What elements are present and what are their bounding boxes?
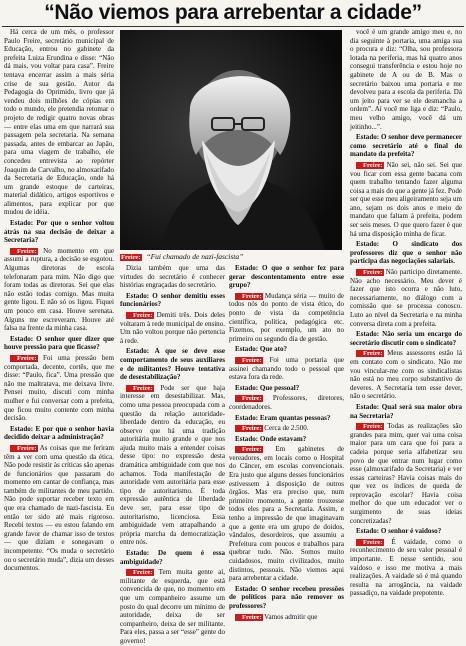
- caption-speaker-badge: Freire:: [121, 254, 141, 261]
- speaker-estado-label: Estado:: [10, 424, 34, 433]
- article-paragraph: Estado: Qual será sua maior obra na Secretaria?: [350, 402, 462, 420]
- article-paragraph: Freire: Pode ser que haja interesse em desestabilizar. Mas, como uma pessoa preocupada com a questão da relação autoridade-liberdade dentro da educação, eu observo que há uma tradição autoritária muito grande e que nos ajuda muito mais a entender coisas desse tipo: no expressão desta dramática ambiguidade com que nos achamos. Toda manifestação de autoridade vem autoritária para esse tipo de autoritarismo. É toda expressão autêntica de liberdade deve ser, para esse tipo de autoritarismo, licenciosa. Essa ambiguidade vem atrapalhando a própria marcha da democratização entre nós.: [120, 383, 225, 547]
- article-paragraph: Freire: Todas as realizações são grandes para mim, quer vai uma coisa maior para um cara que foi para a cadeia porque seria alfabetizar seu povo de que entrar num lugar como esse (almoxarifado da Secretaria) e ver essas carteiras? Havia coisas mais do que vez os índices de queda de reprovação escolar? Havia coisa melhor do que um educador ver o surgimento de suas ideias concretizadas?: [350, 422, 462, 525]
- speaker-estado-label: Estado:: [126, 347, 150, 356]
- article-paragraph: você é um grande amigo meu e, no dia seguinte à portaria, uma amiga sua o procura e diz: “Olha, sou professora lotada na periferia, mas há quatro anos consegui transferência e estou hoje no gabinete de A ou de B. Mas o secretário baixou uma portaria e me devolveu para a escola da periferia. Dá um jeito para ver se ele desmancha a ordem”. Aí você me liga e diz: “Paulo, meu velho amigo, você dá um jeitinho...”.: [350, 28, 462, 131]
- article-paragraph: Freire: Foi uma pressão bem comportada, decente, cortês, que me disse: “Paulo, fica”. Uma pressão que não me maltratava, me deixava livre. Pensei muito, discuti com minha mulher e fui conversar com a prefeita, que ficou muito contente com minha decisão.: [4, 353, 114, 423]
- article-paragraph: Estado: O senhor recebeu pressões de políticos para não remover os professores?: [229, 584, 344, 610]
- speaker-freire-badge: Freire:: [10, 445, 38, 452]
- speaker-estado-label: Estado:: [126, 291, 150, 300]
- article-paragraph: Freire: Foi uma portaria que assinei chamando todo o pessoal que estava fora da rede.: [229, 355, 344, 382]
- article-paragraph: Freire: Vamos admitir que: [229, 613, 344, 622]
- speaker-estado-label: Estado:: [235, 345, 259, 354]
- article-paragraph: Estado: Por que o senhor voltou atrás na sua decisão de deixar a Secretaria?: [4, 219, 114, 245]
- speaker-freire-badge: Freire:: [356, 350, 384, 357]
- article-paragraph: Estado: O senhor deve permanecer como secretário até o final do mandato da prefeita?: [350, 133, 462, 159]
- speaker-estado-label: Estado:: [126, 549, 150, 557]
- speaker-estado-label: Estado:: [235, 584, 259, 593]
- speaker-freire-badge: Freire:: [356, 539, 384, 546]
- article-paragraph: Freire: Não participo diretamente. Não acho necessário. Meu dever é fazer que isto ocorra e não luto, necessariamente, no diálogo com a comissão que se processa conosco. Luto ao nível da Secretaria e na minha conversa direta com a prefeita.: [350, 268, 462, 328]
- speaker-freire-badge: Freire:: [356, 269, 384, 276]
- speaker-estado-label: Estado:: [235, 383, 259, 392]
- speaker-freire-badge: Freire:: [235, 395, 263, 402]
- article-paragraph: Estado: O que o senhor fez para gerar descontentamento entre esse grupo?: [229, 264, 344, 290]
- speaker-freire-badge: Freire:: [126, 385, 154, 392]
- speaker-freire-badge: Freire:: [235, 614, 263, 621]
- speaker-freire-badge: Freire:: [126, 312, 154, 319]
- article-paragraph: Estado: A que se deve esse comportamento de seus auxiliares e de militantes? Houve tentativa de desestabilização?: [120, 347, 225, 382]
- portrait-image: [120, 30, 342, 250]
- speaker-estado-label: Estado:: [235, 434, 259, 443]
- speaker-freire-badge: Freire:: [356, 162, 384, 169]
- article-paragraph: Estado: Que ato?: [235, 345, 288, 354]
- speaker-estado-label: Estado:: [235, 264, 259, 272]
- article-paragraph: Freire: As coisas que me feriram têm a ver com uma questão da ética. Não pode resistir às críticas são apenas de funcionários que passaram do momento em cantar de confiança, mas também de militantes de meu partido. Não pode suportar receber texto em que era chamado de nazi-fascista. Eu então ter sido até mais rigoroso. Recebi textos — eu estou falando em grande favor de chamar isso de textos — que diziam e sonegavam o incompetente. “Os muda o secretário ou o secretário muda”, dizia um desses documentos.: [4, 443, 114, 573]
- article-paragraph: Estado: O sindicato dos professores diz que o senhor não participa das negociações salariais.: [350, 240, 462, 266]
- speaker-estado-label: Estado:: [356, 133, 380, 142]
- article-paragraph: Estado: Não seria um encargo do secretário discutir com o sindicato?: [350, 330, 462, 347]
- article-paragraph: Freire: Demiti três. Dois deles voltaram à rede municipal de ensino. Um não voltou porque não pertencia à rede.: [120, 310, 225, 345]
- speaker-freire-badge: Freire:: [126, 569, 154, 576]
- column-3: [229, 264, 344, 621]
- headline-rule: [2, 26, 464, 27]
- article-paragraph: Estado: O senhor quer dizer que houve pressão para que ficasse?: [4, 334, 114, 352]
- article-paragraph: Freire: Meus assessores estão lá em contato com o sindicato. Não me vou vincular-me com os sindicalistas não está no meu corpo substantivo de deveres. A Secretaria tem esse dever, não o secretário.: [350, 349, 462, 401]
- speaker-freire-badge: Freire:: [356, 423, 384, 430]
- speaker-freire-badge: Freire:: [235, 425, 263, 432]
- article-paragraph: Freire: Mudança séria — muito de todos nós do ponto de vista ético, do ponto de vista da competência científica, política, pedagógica etc. Fizemos, por exemplo, um ato no primeiro ou segundo dia de gestão.: [229, 291, 344, 343]
- article-paragraph: Há cerca de um mês, o professor Paulo Freire, secretário municipal de Educação, entrou no gabinete da prefeita Luiza Erundina e disse: “Não dá mais, vou voltar para casa”. Freire tentava encerrar assim a mais séria crise de sua gestão. Autor da Pedagogia do Oprimido, livro que já vendeu dois milhões de cópias em todo o mundo, ele pretendia retomar o projeto de redigir quatro novas obras — entre elas uma em que narrará sua passagem pela secretaria. Na semana passada, antes de embarcar ao Japão, para uma viagem de trabalho, ele concedeu entrevista ao repórter Joaquim de Carvalho, no almoxarifado da Secretaria de Educação, onde há um grande estoque de carteiras, material didático, artigos esportivos e alimentos, para explicar por que mudou de idéia.: [4, 28, 114, 217]
- article-paragraph: Estado: Que pessoal?: [235, 383, 300, 392]
- article-paragraph: Freire: É vaidade, como o reconhecimento de seu valor pessoal é importante. E nesse sentido, sou vaidoso e isso me motiva a mais realizações. A vaidade só é má quando resulta na arrogância, na vaidade passadiço, na vaidade prepotente.: [350, 537, 462, 598]
- column-2: [120, 264, 225, 645]
- speaker-freire-badge: Freire:: [235, 446, 263, 453]
- article-paragraph: Estado: Eram quantas pessoas?: [235, 413, 331, 422]
- photo-caption: [120, 251, 342, 262]
- article-paragraph: Estado: O senhor demitiu esses funcionários?: [120, 291, 225, 309]
- speaker-estado-label: Estado:: [10, 219, 34, 228]
- article-paragraph: Freire: Não sei, não sei. Sei que vou ficar com essa gente bacana com quem trabalho tentando fazer alguma coisa a mais do que a gente já fez. Pode ser que esse meu aligeiramento seja um ano, sejam os dois anos e meio de mandato que faltam à prefeita, podem ser seis meses. O que quero fazer é que há uma disposição minha de ficar.: [350, 160, 462, 238]
- speaker-estado-label: Estado:: [235, 413, 259, 422]
- speaker-estado-label: Estado:: [356, 402, 380, 411]
- portrait-photo: [120, 30, 342, 250]
- speaker-freire-badge: Freire:: [235, 293, 263, 300]
- article-paragraph: Estado: O senhor é vaidoso?: [356, 527, 442, 536]
- caption-quote: “Fui chamado de nazi-fascista”: [146, 252, 244, 261]
- column-4: [350, 28, 462, 596]
- speaker-freire-badge: Freire:: [10, 355, 38, 362]
- article-paragraph: Freire: Tem muita gente aí, militante de esquerda, que está convencida de que, no momento em que um companheiro assume um posto do qual decorre um mínimo de autoridade, deixa de ser companheiro, deixa de ser militante. Para eles, passa a ser “esse” gente do governo!: [120, 568, 225, 645]
- article-paragraph: Estado: E por que o senhor havia decidido deixar a administração?: [4, 424, 114, 442]
- article-paragraph: Freire: Em gabinetes de vereadores, em locais como o Hospital do Câncer, em escolas convencionais. Era justo que alguns desses funcionários estivessem à disposição de outros órgãos. Mas era preciso que, num primeiro momento, a gente trouxesse todos eles para a Secretaria. Assim, e tenho a impressão de que imaginavam que a gente era um grupo de doidos, vândalos, desordeiros, que assumiu a Prefeitura com poucos e trabalhos para quebrar tudo. Não. Somos muito cuidadosos, muito civilizados, muito distintos, pessoais. Não viemos aqui para arrebentar a cidade.: [229, 445, 344, 583]
- article-paragraph: Estado: De quem é essa ambiguidade?: [120, 549, 225, 566]
- speaker-freire-badge: Freire:: [10, 248, 38, 255]
- column-1: [4, 28, 114, 596]
- article-paragraph: Freire: Professores, diretores, coordenadores.: [229, 394, 344, 411]
- speaker-freire-badge: Freire:: [235, 357, 263, 364]
- article-paragraph: Estado: Onde estavam?: [235, 434, 307, 443]
- article-paragraph: Dizia também que uma das virtudes do secretário é conhecer histórias engraçadas do secretário.: [120, 264, 225, 290]
- speaker-estado-label: Estado:: [10, 334, 34, 343]
- speaker-estado-label: Estado:: [356, 527, 380, 536]
- article-paragraph: Freire: No momento em que assumi a ruptura, a decisão se esgotou. Algumas diretoras de escola telefonaram para mim. Não digo que foram todas as diretoras. Sei que elas não estão todas comigo. Mas muita gente ligou. E não só os ligou. Fiquei um pouco em casa. Houve serenata. Alguns me escreveram. Houve até falsa na frente da minha casa.: [4, 246, 114, 333]
- speaker-estado-label: Estado:: [356, 240, 380, 249]
- headline: “Não viemos para arrebentar a cidade”: [44, 1, 422, 24]
- speaker-estado-label: Estado:: [356, 330, 380, 339]
- article-paragraph: Freire: Cerca de 2.500.: [229, 424, 344, 433]
